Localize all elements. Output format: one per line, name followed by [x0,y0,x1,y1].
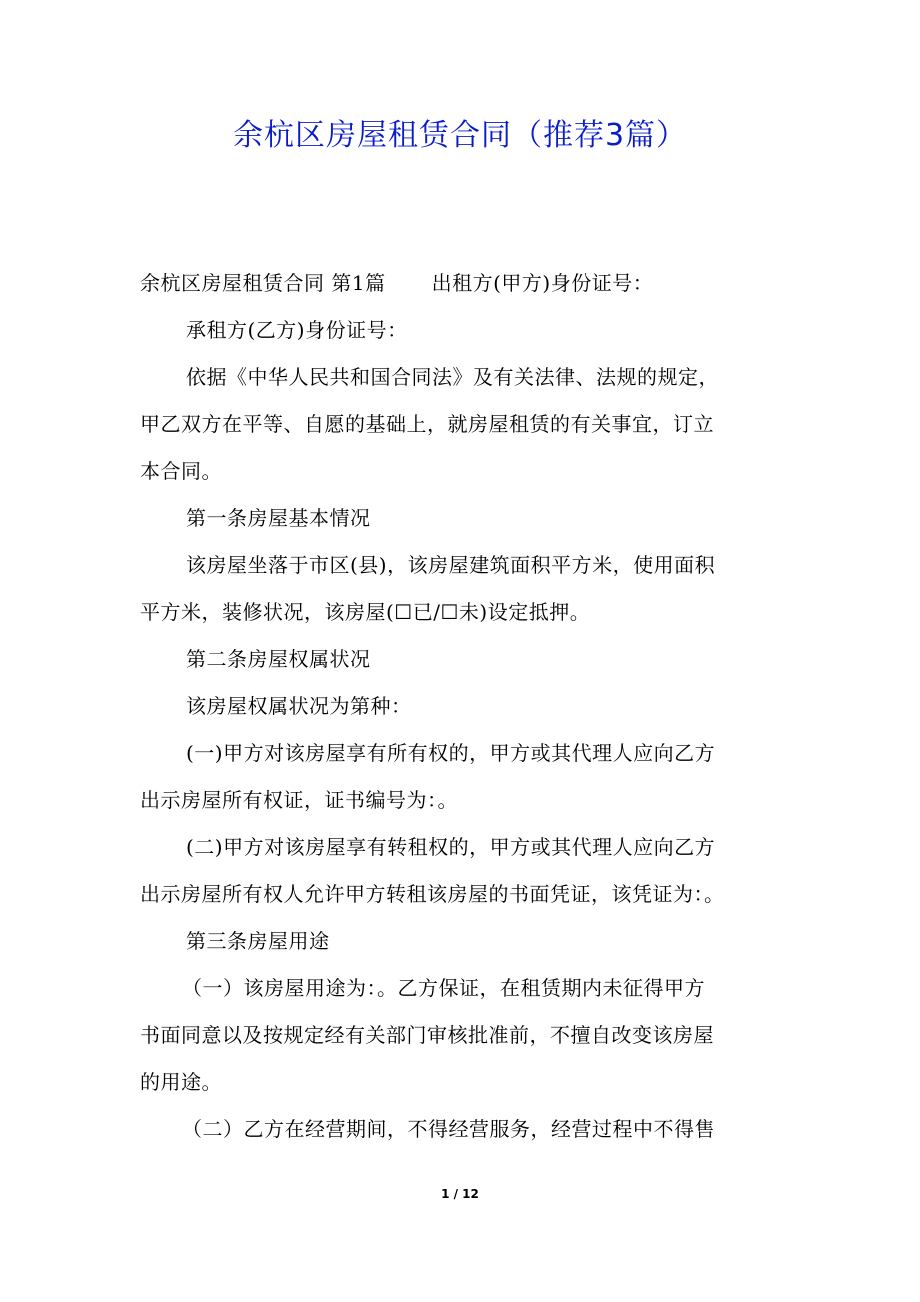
paragraph-line: 该房屋坐落于市区(县)，该房屋建筑面积平方米，使用面积 [186,553,716,577]
paragraph-line: （一）该房屋用途为：。乙方保证，在租赁期内未征得甲方 [182,976,705,1000]
paragraph-line: 出示房屋所有权证，证书编号为：。 [140,788,458,812]
document-title: 余杭区房屋租赁合同（推荐3篇） [232,118,688,153]
paragraph-line: 出示房屋所有权人允许甲方转租该房屋的书面凭证，该凭证为：。 [140,882,725,906]
paragraph-line: 平方米，装修状况，该房屋(☐已/☐未)设定抵押。 [140,600,591,624]
paragraph-line: (二)甲方对该房屋享有转租权的，甲方或其代理人应向乙方 [186,835,716,859]
article-heading: 第二条房屋权属状况 [186,647,371,671]
section-heading: 余杭区房屋租赁合同 第1篇 [140,271,386,295]
paragraph-line [140,260,790,307]
article-heading: 第一条房屋基本情况 [186,506,371,530]
paragraph-line: 本合同。 [140,459,222,483]
paragraph-line: 甲乙双方在平等、自愿的基础上，就房屋租赁的有关事宜，订立 [140,412,714,436]
paragraph-line: 依据《中华人民共和国合同法》及有关法律、法规的规定， [186,365,719,389]
document-body [140,260,790,1153]
page-number: 1 / 12 [441,1187,479,1201]
paragraph-line: 承租方(乙方)身份证号： [186,318,408,342]
paragraph-line: （二）乙方在经营期间，不得经营服务，经营过程中不得售 [182,1117,715,1141]
paragraph-line: (一)甲方对该房屋享有所有权的，甲方或其代理人应向乙方 [186,741,716,765]
lessor-id-label: 出租方(甲方)身份证号： [431,271,654,295]
paragraph-line: 的用途。 [140,1070,222,1094]
article-heading: 第三条房屋用途 [186,929,330,953]
paragraph-line: 该房屋权属状况为第种： [186,694,412,718]
paragraph-line: 书面同意以及按规定经有关部门审核批准前，不擅自改变该房屋 [140,1023,714,1047]
